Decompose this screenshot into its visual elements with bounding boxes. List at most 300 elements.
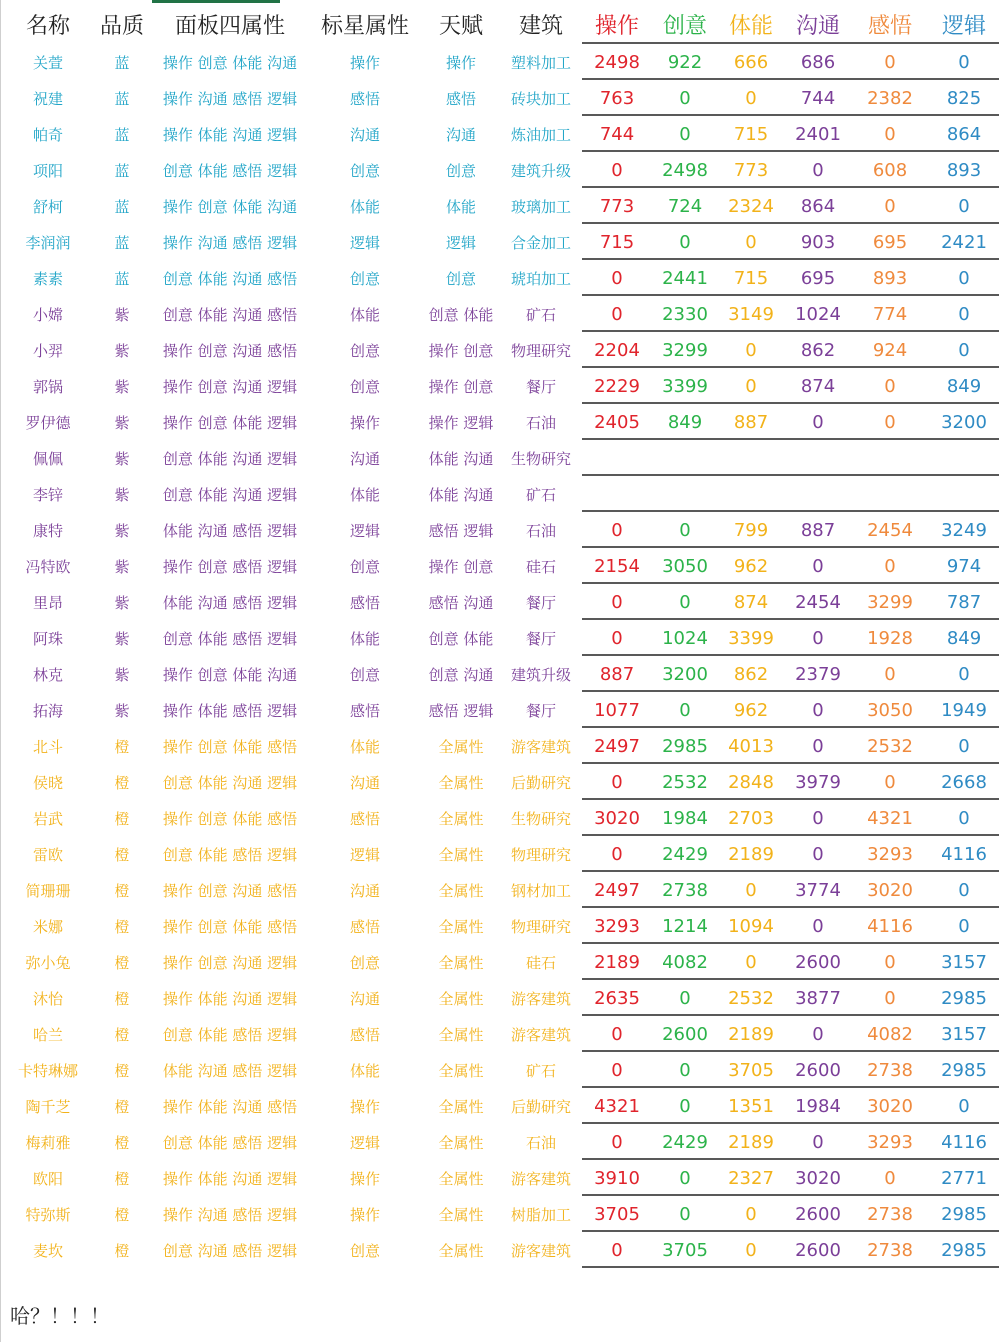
quality-cell[interactable]: 橙 bbox=[114, 845, 130, 864]
stamina-cell[interactable]: 2189 bbox=[728, 843, 774, 865]
communication-cell[interactable]: 744 bbox=[800, 87, 836, 109]
logic-cell[interactable]: 2985 bbox=[941, 987, 987, 1009]
stamina-cell[interactable]: 0 bbox=[745, 231, 757, 253]
name-cell[interactable]: 项阳 bbox=[32, 161, 63, 180]
talent-cell[interactable]: 全属性 bbox=[438, 1241, 484, 1260]
building-cell[interactable]: 矿石 bbox=[525, 1061, 556, 1080]
logic-cell[interactable]: 0 bbox=[958, 195, 970, 217]
talent-cell[interactable]: 感悟 逻辑 bbox=[428, 521, 494, 540]
panel-attrs-cell[interactable]: 创意 体能 沟通 感悟 bbox=[162, 269, 298, 288]
star-attr-cell[interactable]: 体能 bbox=[349, 1061, 380, 1080]
creativity-cell[interactable]: 3200 bbox=[662, 663, 708, 685]
panel-attrs-cell[interactable]: 创意 体能 沟通 逻辑 bbox=[162, 773, 298, 792]
name-cell[interactable]: 李锌 bbox=[32, 485, 63, 504]
building-cell[interactable]: 玻璃加工 bbox=[510, 197, 571, 216]
panel-attrs-cell[interactable]: 创意 体能 沟通 逻辑 bbox=[162, 485, 298, 504]
insight-cell[interactable]: 2738 bbox=[867, 1239, 913, 1261]
communication-cell[interactable]: 1024 bbox=[795, 303, 841, 325]
name-cell[interactable]: 侯晓 bbox=[32, 773, 63, 792]
building-cell[interactable]: 硅石 bbox=[525, 953, 556, 972]
name-cell[interactable]: 简珊珊 bbox=[25, 881, 71, 900]
communication-cell[interactable]: 0 bbox=[812, 1023, 824, 1045]
name-cell[interactable]: 特弥斯 bbox=[25, 1205, 71, 1224]
operation-cell[interactable]: 0 bbox=[611, 1131, 623, 1153]
stamina-cell[interactable] bbox=[718, 440, 784, 476]
quality-cell[interactable]: 紫 bbox=[114, 629, 130, 648]
panel-attrs-cell[interactable]: 操作 沟通 感悟 逻辑 bbox=[162, 1205, 298, 1224]
name-cell[interactable]: 帕奇 bbox=[32, 125, 63, 144]
creativity-cell[interactable]: 3050 bbox=[662, 555, 708, 577]
stamina-cell[interactable]: 862 bbox=[733, 663, 769, 685]
stamina-cell[interactable]: 0 bbox=[745, 375, 757, 397]
operation-cell[interactable]: 2229 bbox=[594, 375, 640, 397]
building-cell[interactable]: 炼油加工 bbox=[510, 125, 571, 144]
building-cell[interactable]: 餐厅 bbox=[525, 701, 556, 720]
quality-cell[interactable]: 橙 bbox=[114, 1061, 130, 1080]
star-attr-cell[interactable]: 创意 bbox=[349, 1241, 380, 1260]
stamina-cell[interactable]: 0 bbox=[745, 879, 757, 901]
talent-cell[interactable]: 操作 逻辑 bbox=[428, 413, 494, 432]
operation-cell[interactable]: 0 bbox=[611, 1239, 623, 1261]
quality-cell[interactable]: 蓝 bbox=[114, 53, 130, 72]
operation-cell[interactable]: 2189 bbox=[594, 951, 640, 973]
quality-cell[interactable]: 紫 bbox=[114, 593, 130, 612]
creativity-cell[interactable]: 0 bbox=[679, 987, 691, 1009]
insight-cell[interactable]: 2454 bbox=[867, 519, 913, 541]
star-attr-cell[interactable]: 感悟 bbox=[349, 89, 380, 108]
quality-cell[interactable]: 橙 bbox=[114, 1169, 130, 1188]
star-attr-cell[interactable]: 逻辑 bbox=[349, 521, 380, 540]
panel-attrs-cell[interactable]: 操作 创意 体能 沟通 bbox=[162, 53, 298, 72]
communication-cell[interactable]: 0 bbox=[812, 627, 824, 649]
talent-cell[interactable]: 全属性 bbox=[438, 1205, 484, 1224]
communication-cell[interactable]: 0 bbox=[812, 807, 824, 829]
stamina-cell[interactable]: 0 bbox=[745, 87, 757, 109]
operation-cell[interactable]: 0 bbox=[611, 1059, 623, 1081]
insight-cell[interactable]: 0 bbox=[884, 987, 896, 1009]
talent-cell[interactable]: 全属性 bbox=[438, 881, 484, 900]
creativity-cell[interactable]: 2532 bbox=[662, 771, 708, 793]
communication-cell[interactable]: 0 bbox=[812, 555, 824, 577]
header-stat-insight[interactable]: 感悟 bbox=[867, 13, 912, 39]
name-cell[interactable]: 郭锅 bbox=[32, 377, 63, 396]
stamina-cell[interactable]: 2327 bbox=[728, 1167, 774, 1189]
operation-cell[interactable]: 763 bbox=[599, 87, 635, 109]
talent-cell[interactable]: 操作 创意 bbox=[428, 377, 494, 396]
logic-cell[interactable]: 3157 bbox=[941, 1023, 987, 1045]
building-cell[interactable]: 游客建筑 bbox=[510, 1241, 571, 1260]
logic-cell[interactable]: 0 bbox=[958, 51, 970, 73]
building-cell[interactable]: 餐厅 bbox=[525, 377, 556, 396]
talent-cell[interactable]: 全属性 bbox=[438, 845, 484, 864]
creativity-cell[interactable]: 2429 bbox=[662, 1131, 708, 1153]
star-attr-cell[interactable]: 操作 bbox=[349, 1205, 380, 1224]
panel-attrs-cell[interactable]: 操作 创意 沟通 感悟 bbox=[162, 881, 298, 900]
talent-cell[interactable]: 全属性 bbox=[438, 1169, 484, 1188]
logic-cell[interactable]: 0 bbox=[958, 915, 970, 937]
building-cell[interactable]: 生物研究 bbox=[510, 449, 571, 468]
panel-attrs-cell[interactable]: 创意 体能 沟通 逻辑 bbox=[162, 449, 298, 468]
logic-cell[interactable]: 0 bbox=[958, 663, 970, 685]
quality-cell[interactable]: 蓝 bbox=[114, 197, 130, 216]
stamina-cell[interactable]: 2703 bbox=[728, 807, 774, 829]
insight-cell[interactable]: 4082 bbox=[867, 1023, 913, 1045]
creativity-cell[interactable]: 2441 bbox=[662, 267, 708, 289]
communication-cell[interactable]: 0 bbox=[812, 699, 824, 721]
name-cell[interactable]: 欧阳 bbox=[32, 1169, 63, 1188]
creativity-cell[interactable]: 0 bbox=[679, 699, 691, 721]
insight-cell[interactable]: 893 bbox=[872, 267, 908, 289]
operation-cell[interactable]: 0 bbox=[611, 267, 623, 289]
star-attr-cell[interactable]: 创意 bbox=[349, 269, 380, 288]
creativity-cell[interactable]: 0 bbox=[679, 123, 691, 145]
quality-cell[interactable]: 橙 bbox=[114, 1241, 130, 1260]
building-cell[interactable]: 树脂加工 bbox=[510, 1205, 571, 1224]
star-attr-cell[interactable]: 体能 bbox=[349, 305, 380, 324]
name-cell[interactable]: 林克 bbox=[32, 665, 63, 684]
talent-cell[interactable]: 感悟 bbox=[445, 89, 476, 108]
creativity-cell[interactable]: 2600 bbox=[662, 1023, 708, 1045]
quality-cell[interactable]: 橙 bbox=[114, 989, 130, 1008]
logic-cell[interactable]: 2421 bbox=[941, 231, 987, 253]
quality-cell[interactable]: 橙 bbox=[114, 1097, 130, 1116]
quality-cell[interactable]: 紫 bbox=[114, 701, 130, 720]
logic-cell[interactable]: 2985 bbox=[941, 1239, 987, 1261]
star-attr-cell[interactable]: 逻辑 bbox=[349, 845, 380, 864]
communication-cell[interactable]: 2600 bbox=[795, 1059, 841, 1081]
communication-cell[interactable]: 3979 bbox=[795, 771, 841, 793]
creativity-cell[interactable]: 3399 bbox=[662, 375, 708, 397]
panel-attrs-cell[interactable]: 创意 体能 感悟 逻辑 bbox=[162, 629, 298, 648]
name-cell[interactable]: 康特 bbox=[32, 521, 63, 540]
operation-cell[interactable] bbox=[582, 440, 652, 476]
star-attr-cell[interactable]: 沟通 bbox=[349, 881, 380, 900]
building-cell[interactable]: 矿石 bbox=[525, 485, 556, 504]
insight-cell[interactable]: 3050 bbox=[867, 699, 913, 721]
header-panel-attrs[interactable]: 面板四属性 bbox=[174, 13, 285, 39]
quality-cell[interactable]: 蓝 bbox=[114, 89, 130, 108]
name-cell[interactable]: 素素 bbox=[32, 269, 63, 288]
logic-cell[interactable]: 1949 bbox=[941, 699, 987, 721]
quality-cell[interactable]: 紫 bbox=[114, 521, 130, 540]
logic-cell[interactable]: 0 bbox=[958, 267, 970, 289]
panel-attrs-cell[interactable]: 操作 创意 体能 感悟 bbox=[162, 737, 298, 756]
panel-attrs-cell[interactable]: 操作 沟通 感悟 逻辑 bbox=[162, 89, 298, 108]
creativity-cell[interactable]: 0 bbox=[679, 519, 691, 541]
stamina-cell[interactable]: 4013 bbox=[728, 735, 774, 757]
insight-cell[interactable]: 0 bbox=[884, 123, 896, 145]
star-attr-cell[interactable]: 操作 bbox=[349, 1169, 380, 1188]
talent-cell[interactable]: 全属性 bbox=[438, 773, 484, 792]
insight-cell[interactable]: 774 bbox=[872, 303, 908, 325]
talent-cell[interactable]: 创意 沟通 bbox=[428, 665, 494, 684]
building-cell[interactable]: 生物研究 bbox=[510, 809, 571, 828]
panel-attrs-cell[interactable]: 创意 体能 感悟 逻辑 bbox=[162, 1025, 298, 1044]
star-attr-cell[interactable]: 体能 bbox=[349, 737, 380, 756]
communication-cell[interactable]: 2454 bbox=[795, 591, 841, 613]
quality-cell[interactable]: 紫 bbox=[114, 305, 130, 324]
building-cell[interactable]: 物理研究 bbox=[510, 845, 571, 864]
panel-attrs-cell[interactable]: 操作 沟通 感悟 逻辑 bbox=[162, 233, 298, 252]
building-cell[interactable]: 塑料加工 bbox=[510, 53, 571, 72]
header-quality[interactable]: 品质 bbox=[99, 13, 144, 39]
name-cell[interactable]: 小嫦 bbox=[32, 305, 63, 324]
quality-cell[interactable]: 蓝 bbox=[114, 233, 130, 252]
panel-attrs-cell[interactable]: 创意 沟通 感悟 逻辑 bbox=[162, 1241, 298, 1260]
logic-cell[interactable]: 2771 bbox=[941, 1167, 987, 1189]
logic-cell[interactable]: 2668 bbox=[941, 771, 987, 793]
communication-cell[interactable]: 862 bbox=[800, 339, 836, 361]
panel-attrs-cell[interactable]: 体能 沟通 感悟 逻辑 bbox=[162, 593, 298, 612]
header-building[interactable]: 建筑 bbox=[518, 13, 563, 39]
talent-cell[interactable]: 感悟 逻辑 bbox=[428, 701, 494, 720]
building-cell[interactable]: 游客建筑 bbox=[510, 1169, 571, 1188]
building-cell[interactable]: 游客建筑 bbox=[510, 1025, 571, 1044]
logic-cell[interactable]: 0 bbox=[958, 807, 970, 829]
header-star-attr[interactable]: 标星属性 bbox=[320, 13, 409, 39]
operation-cell[interactable]: 0 bbox=[611, 159, 623, 181]
building-cell[interactable]: 琥珀加工 bbox=[510, 269, 571, 288]
creativity-cell[interactable]: 849 bbox=[667, 411, 703, 433]
building-cell[interactable]: 石油 bbox=[525, 521, 556, 540]
stamina-cell[interactable]: 2189 bbox=[728, 1023, 774, 1045]
talent-cell[interactable]: 全属性 bbox=[438, 917, 484, 936]
insight-cell[interactable]: 3293 bbox=[867, 843, 913, 865]
insight-cell[interactable]: 0 bbox=[884, 555, 896, 577]
logic-cell[interactable]: 3157 bbox=[941, 951, 987, 973]
creativity-cell[interactable]: 1024 bbox=[662, 627, 708, 649]
insight-cell[interactable]: 1928 bbox=[867, 627, 913, 649]
communication-cell[interactable]: 0 bbox=[812, 915, 824, 937]
star-attr-cell[interactable]: 感悟 bbox=[349, 809, 380, 828]
stamina-cell[interactable]: 773 bbox=[733, 159, 769, 181]
name-cell[interactable]: 祝建 bbox=[32, 89, 63, 108]
talent-cell[interactable]: 全属性 bbox=[438, 953, 484, 972]
name-cell[interactable]: 罗伊德 bbox=[25, 413, 71, 432]
building-cell[interactable]: 餐厅 bbox=[525, 629, 556, 648]
star-attr-cell[interactable]: 体能 bbox=[349, 485, 380, 504]
communication-cell[interactable] bbox=[784, 440, 852, 476]
building-cell[interactable]: 石油 bbox=[525, 413, 556, 432]
header-stat-stamina[interactable]: 体能 bbox=[728, 13, 773, 39]
star-attr-cell[interactable]: 操作 bbox=[349, 53, 380, 72]
operation-cell[interactable]: 715 bbox=[599, 231, 635, 253]
header-stat-logic[interactable]: 逻辑 bbox=[941, 13, 986, 39]
insight-cell[interactable] bbox=[852, 440, 928, 476]
operation-cell[interactable]: 887 bbox=[599, 663, 635, 685]
star-attr-cell[interactable]: 沟通 bbox=[349, 773, 380, 792]
operation-cell[interactable]: 3910 bbox=[594, 1167, 640, 1189]
panel-attrs-cell[interactable]: 操作 创意 沟通 逻辑 bbox=[162, 953, 298, 972]
panel-attrs-cell[interactable]: 操作 创意 体能 沟通 bbox=[162, 197, 298, 216]
name-cell[interactable]: 哈兰 bbox=[32, 1025, 63, 1044]
insight-cell[interactable]: 2532 bbox=[867, 735, 913, 757]
insight-cell[interactable]: 0 bbox=[884, 771, 896, 793]
star-attr-cell[interactable]: 操作 bbox=[349, 413, 380, 432]
operation-cell[interactable]: 3705 bbox=[594, 1203, 640, 1225]
name-cell[interactable]: 弥小兔 bbox=[25, 953, 71, 972]
logic-cell[interactable]: 849 bbox=[946, 627, 982, 649]
star-attr-cell[interactable]: 体能 bbox=[349, 197, 380, 216]
creativity-cell[interactable]: 0 bbox=[679, 591, 691, 613]
logic-cell[interactable]: 0 bbox=[958, 1095, 970, 1117]
name-cell[interactable]: 关萱 bbox=[32, 53, 63, 72]
operation-cell[interactable]: 1077 bbox=[594, 699, 640, 721]
name-cell[interactable]: 沐怡 bbox=[32, 989, 63, 1008]
building-cell[interactable]: 物理研究 bbox=[510, 917, 571, 936]
quality-cell[interactable]: 橙 bbox=[114, 773, 130, 792]
name-cell[interactable]: 陶千芝 bbox=[25, 1097, 71, 1116]
logic-cell[interactable]: 2985 bbox=[941, 1203, 987, 1225]
name-cell[interactable]: 里昂 bbox=[32, 593, 63, 612]
panel-attrs-cell[interactable]: 操作 体能 沟通 感悟 bbox=[162, 1097, 298, 1116]
operation-cell[interactable]: 2405 bbox=[594, 411, 640, 433]
panel-attrs-cell[interactable]: 创意 体能 感悟 逻辑 bbox=[162, 161, 298, 180]
panel-attrs-cell[interactable]: 操作 体能 沟通 逻辑 bbox=[162, 125, 298, 144]
talent-cell[interactable]: 逻辑 bbox=[445, 233, 476, 252]
star-attr-cell[interactable]: 逻辑 bbox=[349, 233, 380, 252]
communication-cell[interactable]: 3877 bbox=[795, 987, 841, 1009]
panel-attrs-cell[interactable]: 操作 创意 沟通 感悟 bbox=[162, 341, 298, 360]
panel-attrs-cell[interactable]: 操作 创意 沟通 逻辑 bbox=[162, 377, 298, 396]
panel-attrs-cell[interactable]: 创意 体能 感悟 逻辑 bbox=[162, 1133, 298, 1152]
quality-cell[interactable]: 紫 bbox=[114, 413, 130, 432]
talent-cell[interactable]: 全属性 bbox=[438, 737, 484, 756]
logic-cell[interactable]: 849 bbox=[946, 375, 982, 397]
panel-attrs-cell[interactable]: 操作 创意 体能 逻辑 bbox=[162, 413, 298, 432]
talent-cell[interactable]: 全属性 bbox=[438, 1097, 484, 1116]
stamina-cell[interactable]: 3399 bbox=[728, 627, 774, 649]
creativity-cell[interactable] bbox=[652, 440, 718, 476]
building-cell[interactable]: 餐厅 bbox=[525, 593, 556, 612]
talent-cell[interactable]: 创意 bbox=[445, 161, 476, 180]
building-cell[interactable]: 建筑升级 bbox=[510, 161, 571, 180]
creativity-cell[interactable]: 2738 bbox=[662, 879, 708, 901]
communication-cell[interactable]: 2600 bbox=[795, 1239, 841, 1261]
creativity-cell[interactable]: 724 bbox=[667, 195, 703, 217]
panel-attrs-cell[interactable]: 操作 体能 感悟 逻辑 bbox=[162, 701, 298, 720]
insight-cell[interactable]: 0 bbox=[884, 51, 896, 73]
star-attr-cell[interactable]: 感悟 bbox=[349, 701, 380, 720]
building-cell[interactable]: 建筑升级 bbox=[510, 665, 571, 684]
quality-cell[interactable]: 橙 bbox=[114, 953, 130, 972]
creativity-cell[interactable]: 1984 bbox=[662, 807, 708, 829]
quality-cell[interactable]: 紫 bbox=[114, 665, 130, 684]
talent-cell[interactable]: 沟通 bbox=[445, 125, 476, 144]
insight-cell[interactable]: 3020 bbox=[867, 879, 913, 901]
star-attr-cell[interactable]: 创意 bbox=[349, 377, 380, 396]
talent-cell[interactable]: 全属性 bbox=[438, 1061, 484, 1080]
stamina-cell[interactable]: 1094 bbox=[728, 915, 774, 937]
operation-cell[interactable]: 0 bbox=[611, 843, 623, 865]
panel-attrs-cell[interactable]: 体能 沟通 感悟 逻辑 bbox=[162, 1061, 298, 1080]
name-cell[interactable]: 米娜 bbox=[32, 917, 63, 936]
star-attr-cell[interactable]: 沟通 bbox=[349, 989, 380, 1008]
logic-cell[interactable]: 0 bbox=[958, 303, 970, 325]
operation-cell[interactable]: 0 bbox=[611, 519, 623, 541]
talent-cell[interactable]: 全属性 bbox=[438, 989, 484, 1008]
insight-cell[interactable]: 0 bbox=[884, 951, 896, 973]
creativity-cell[interactable]: 2330 bbox=[662, 303, 708, 325]
building-cell[interactable]: 硅石 bbox=[525, 557, 556, 576]
talent-cell[interactable]: 感悟 沟通 bbox=[428, 593, 494, 612]
name-cell[interactable]: 北斗 bbox=[32, 737, 63, 756]
insight-cell[interactable]: 4116 bbox=[867, 915, 913, 937]
talent-cell[interactable]: 体能 bbox=[445, 197, 476, 216]
quality-cell[interactable]: 橙 bbox=[114, 881, 130, 900]
creativity-cell[interactable]: 2498 bbox=[662, 159, 708, 181]
stamina-cell[interactable]: 887 bbox=[733, 411, 769, 433]
communication-cell[interactable]: 0 bbox=[812, 159, 824, 181]
name-cell[interactable]: 小羿 bbox=[32, 341, 63, 360]
creativity-cell[interactable]: 0 bbox=[679, 1095, 691, 1117]
stamina-cell[interactable]: 3705 bbox=[728, 1059, 774, 1081]
header-stat-communication[interactable]: 沟通 bbox=[795, 13, 840, 39]
name-cell[interactable]: 舒柯 bbox=[32, 197, 63, 216]
quality-cell[interactable]: 橙 bbox=[114, 809, 130, 828]
logic-cell[interactable]: 0 bbox=[958, 339, 970, 361]
operation-cell[interactable]: 4321 bbox=[594, 1095, 640, 1117]
creativity-cell[interactable]: 0 bbox=[679, 231, 691, 253]
creativity-cell[interactable]: 0 bbox=[679, 87, 691, 109]
talent-cell[interactable]: 创意 体能 bbox=[428, 305, 494, 324]
building-cell[interactable]: 游客建筑 bbox=[510, 989, 571, 1008]
communication-cell[interactable]: 2401 bbox=[795, 123, 841, 145]
operation-cell[interactable]: 2497 bbox=[594, 735, 640, 757]
creativity-cell[interactable]: 2429 bbox=[662, 843, 708, 865]
panel-attrs-cell[interactable]: 创意 体能 感悟 逻辑 bbox=[162, 845, 298, 864]
stamina-cell[interactable]: 715 bbox=[733, 123, 769, 145]
name-cell[interactable]: 麦坎 bbox=[32, 1241, 63, 1260]
communication-cell[interactable]: 1984 bbox=[795, 1095, 841, 1117]
quality-cell[interactable]: 紫 bbox=[114, 485, 130, 504]
building-cell[interactable]: 物理研究 bbox=[510, 341, 571, 360]
insight-cell[interactable]: 3299 bbox=[867, 591, 913, 613]
panel-attrs-cell[interactable]: 操作 体能 沟通 逻辑 bbox=[162, 1169, 298, 1188]
stamina-cell[interactable]: 962 bbox=[733, 555, 769, 577]
communication-cell[interactable]: 3020 bbox=[795, 1167, 841, 1189]
stamina-cell[interactable]: 2189 bbox=[728, 1131, 774, 1153]
header-name[interactable]: 名称 bbox=[25, 13, 70, 39]
star-attr-cell[interactable]: 沟通 bbox=[349, 125, 380, 144]
communication-cell[interactable]: 864 bbox=[800, 195, 836, 217]
name-cell[interactable]: 梅莉雅 bbox=[25, 1133, 71, 1152]
communication-cell[interactable]: 0 bbox=[812, 1131, 824, 1153]
insight-cell[interactable]: 4321 bbox=[867, 807, 913, 829]
quality-cell[interactable]: 橙 bbox=[114, 917, 130, 936]
communication-cell[interactable]: 874 bbox=[800, 375, 836, 397]
talent-cell[interactable]: 体能 沟通 bbox=[428, 485, 494, 504]
insight-cell[interactable]: 0 bbox=[884, 663, 896, 685]
building-cell[interactable]: 矿石 bbox=[525, 305, 556, 324]
logic-cell[interactable]: 0 bbox=[958, 879, 970, 901]
logic-cell[interactable]: 974 bbox=[946, 555, 982, 577]
operation-cell[interactable]: 0 bbox=[611, 627, 623, 649]
header-stat-operation[interactable]: 操作 bbox=[594, 13, 639, 39]
name-cell[interactable]: 冯特欧 bbox=[25, 557, 71, 576]
talent-cell[interactable]: 操作 创意 bbox=[428, 557, 494, 576]
talent-cell[interactable]: 操作 bbox=[445, 53, 476, 72]
panel-attrs-cell[interactable]: 创意 体能 沟通 感悟 bbox=[162, 305, 298, 324]
name-cell[interactable]: 佩佩 bbox=[32, 449, 63, 468]
operation-cell[interactable]: 2497 bbox=[594, 879, 640, 901]
operation-cell[interactable]: 2635 bbox=[594, 987, 640, 1009]
stamina-cell[interactable]: 799 bbox=[733, 519, 769, 541]
communication-cell[interactable]: 2600 bbox=[795, 1203, 841, 1225]
stamina-cell[interactable]: 666 bbox=[733, 51, 769, 73]
star-attr-cell[interactable]: 创意 bbox=[349, 341, 380, 360]
insight-cell[interactable]: 3020 bbox=[867, 1095, 913, 1117]
